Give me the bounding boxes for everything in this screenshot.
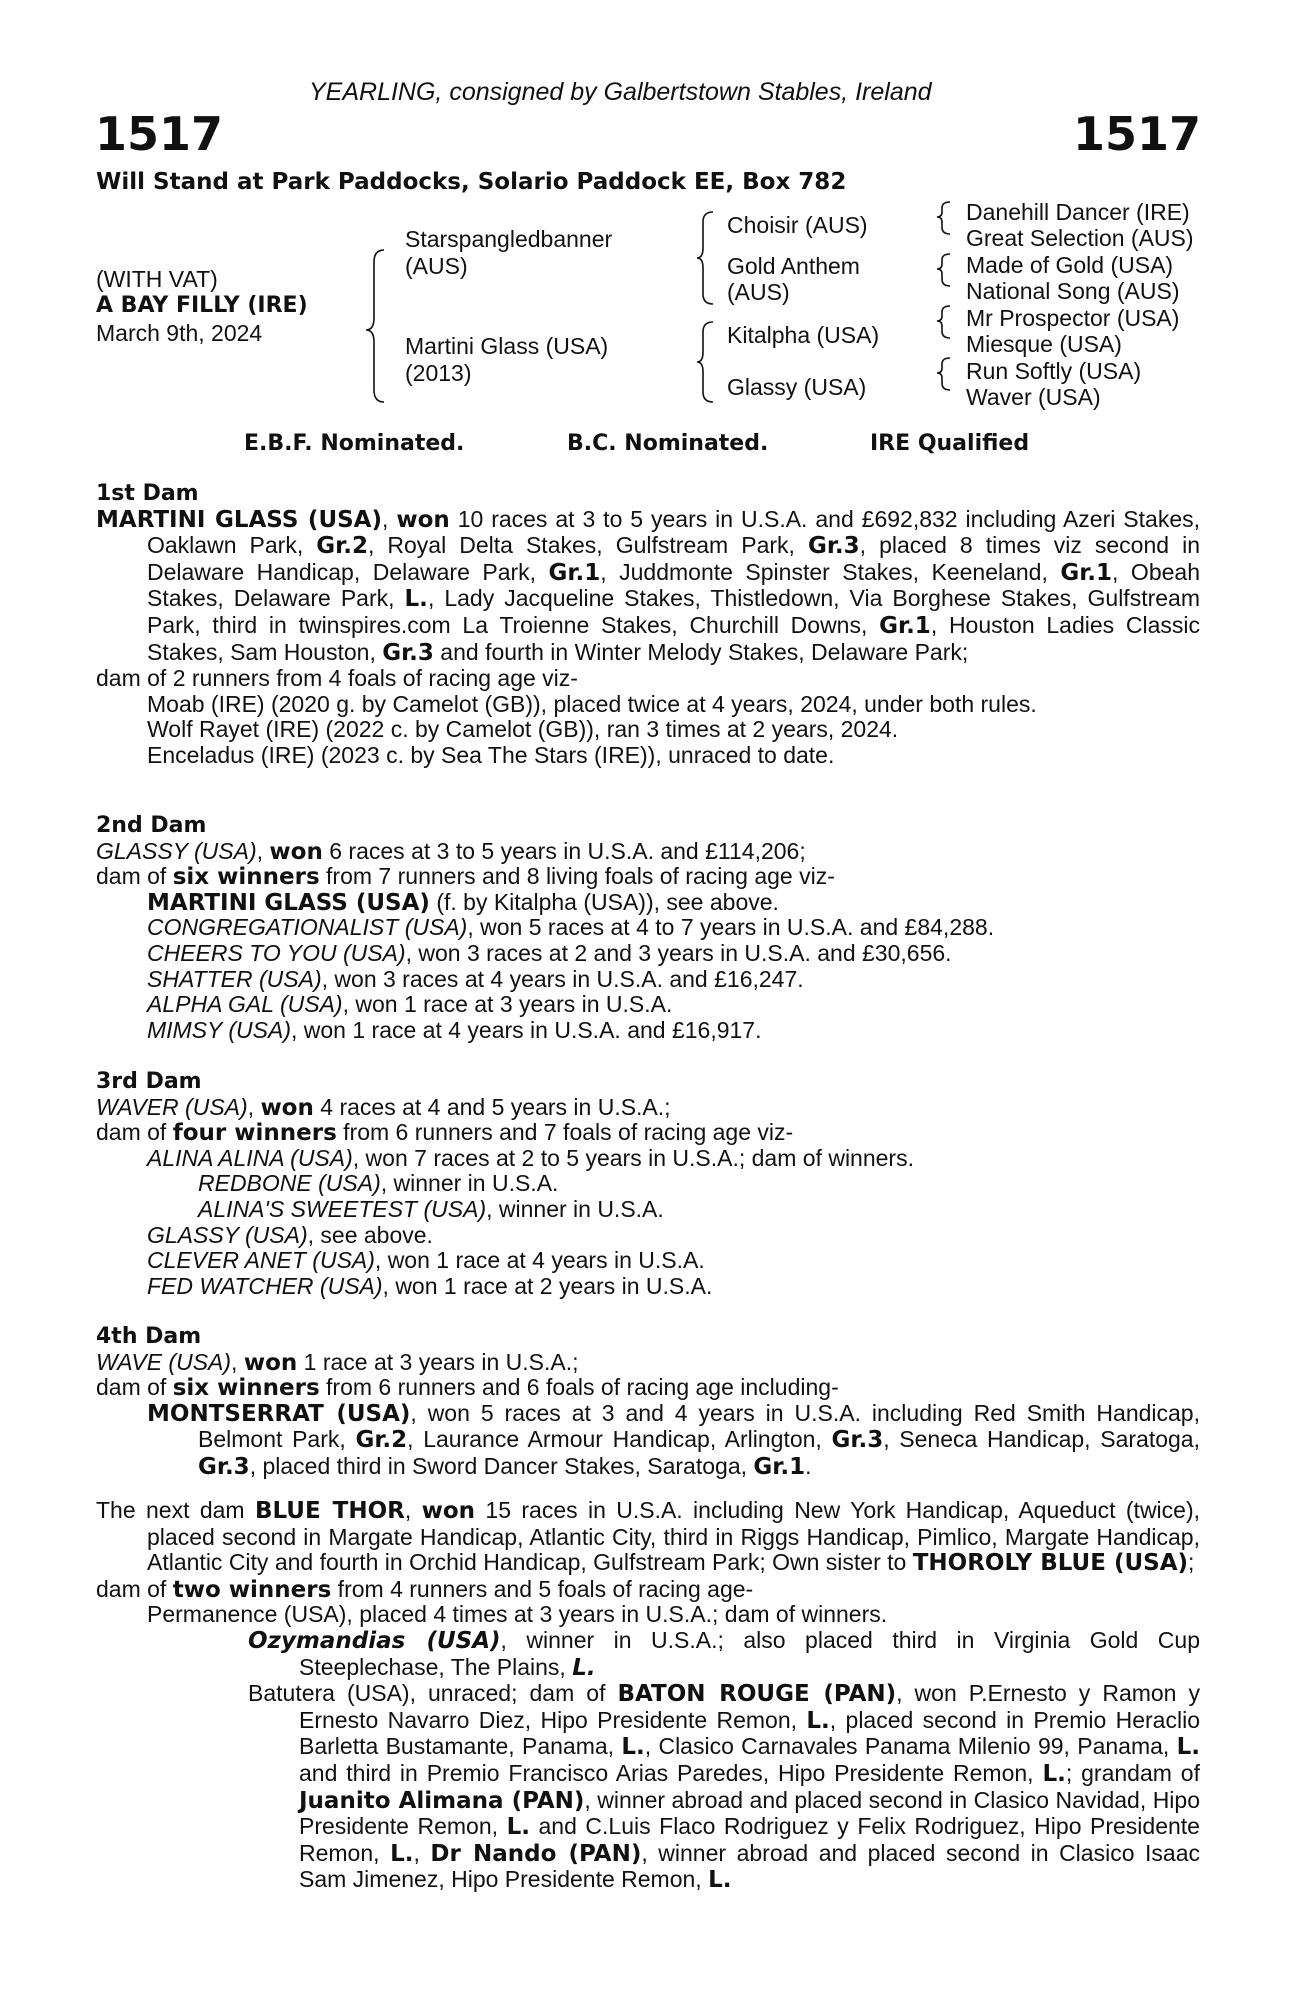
fourth-dam-section <box>96 1324 1200 1481</box>
dam-dam: Glassy (USA) <box>727 374 867 400</box>
next-dam-progeny-1: Permanence (USA), placed 4 times at 3 years in U.S.A.; dam of winners. <box>147 1601 888 1628</box>
ebf-nominated: E.B.F. Nominated. <box>244 431 465 456</box>
first-dam-dam-of: dam of 2 runners from 4 foals of racing age viz- <box>96 665 578 692</box>
brace-sire <box>697 212 713 304</box>
ire-qualified: IRE Qualified <box>870 431 1030 456</box>
next-dam-progeny-2: Batutera (USA), unraced; dam of BATON ROUGE (PAN), won P.Ernesto y Ramon y Ernesto Navarro Diez, Hipo Presidente Remon, L., placed second in Premio Heraclio Barletta Bustamante, Panama, L., Clasico Carnavales Panama Milenio 99, Panama, L. and third in Premio Francisco Arias Paredes, Hipo Presidente Remon, L.; grandam of Juanito Alimana (PAN), winner abroad and placed second in Clasico Navidad, Hipo Presidente Remon, L. and C.Luis Flaco Rodriguez y Felix Rodriguez, Hipo Presidente Remon, L., Dr Nando (PAN), winner abroad and placed second in Clasico Isaac Sam Jimenez, Hipo Presidente Remon, L. <box>248 1680 1200 1894</box>
third-dam-record: WAVER (USA), won 4 races at 4 and 5 years in U.S.A.; <box>96 1093 671 1121</box>
fourth-dam-dam-of: dam of six winners from 6 runners and 6 foals of racing age including- <box>96 1374 839 1402</box>
sire-dam-line1: Gold Anthem <box>727 253 860 279</box>
lot-number-right: 1517 <box>1072 107 1201 161</box>
third-dam-dam-of: dam of four winners from 6 runners and 7 foals of racing age viz- <box>96 1119 794 1147</box>
dam-sire: Kitalpha (USA) <box>727 322 880 348</box>
third-dam-progeny-1: ALINA ALINA (USA), won 7 races at 2 to 5 years in U.S.A.; dam of winners. <box>147 1144 914 1171</box>
stand-location: Will Stand at Park Paddocks, Solario Paddock EE, Box 782 <box>96 169 847 195</box>
next-dam-grandprogeny-1: Ozymandias (USA), winner in U.S.A.; also placed third in Virginia Gold Cup Steeplechase, The Plains, L. <box>248 1626 1200 1681</box>
first-dam-progeny-3: Enceladus (IRE) (2023 c. by Sea The Stars (IRE)), unraced to date. <box>147 741 835 768</box>
first-dam-record: MARTINI GLASS (USA), won 10 races at 3 to 5 years in U.S.A. and £692,832 including Azeri Stakes, Oaklawn Park, Gr.2, Royal Delta Stakes, Gulfstream Park, Gr.3, placed 8 times viz second in Delaware Handicap, Delaware Park, Gr.1, Juddmonte Spinster Stakes, Keeneland, Gr.1, Obeah Stakes, Delaware Park, L., Lady Jacqueline Stakes, Thistledown, Via Borghese Stakes, Gulfstream Park, third in twinspires.com La Troienne Stakes, Churchill Downs, Gr.1, Houston Ladies Classic Stakes, Sam Houston, Gr.3 and fourth in Winter Melody Stakes, Delaware Park; <box>96 505 1201 666</box>
next-dam-section <box>96 1498 1200 1894</box>
gg-2: Great Selection (AUS) <box>966 225 1194 251</box>
dam-year: (2013) <box>405 360 472 386</box>
second-dam-progeny-1: MARTINI GLASS (USA) (f. by Kitalpha (USA)), see above. <box>147 888 779 916</box>
horse-name: A BAY FILLY (IRE) <box>96 293 308 318</box>
brace-dam <box>697 322 713 402</box>
next-dam-dam-of: dam of two winners from 4 runners and 5 foals of racing age- <box>96 1575 754 1603</box>
second-dam-name: GLASSY (USA) <box>96 837 257 864</box>
first-dam-progeny-1: Moab (IRE) (2020 g. by Camelot (GB)), placed twice at 4 years, 2024, under both rules. <box>147 690 1037 717</box>
second-dam-section <box>96 813 1200 1043</box>
second-dam-progeny-3: CHEERS TO YOU (USA), won 3 races at 2 and 3 years in U.S.A. and £30,656. <box>147 939 952 966</box>
third-dam-progeny-3: CLEVER ANET (USA), won 1 race at 4 years in U.S.A. <box>147 1247 705 1274</box>
third-dam-section <box>96 1069 1200 1299</box>
first-dam-section <box>96 481 1200 769</box>
gg-1: Danehill Dancer (IRE) <box>966 199 1190 225</box>
gg-4: National Song (AUS) <box>966 278 1180 304</box>
fourth-dam-heading: 4th Dam <box>96 1324 202 1349</box>
second-dam-progeny-5: ALPHA GAL (USA), won 1 race at 3 years in U.S.A. <box>147 991 673 1018</box>
brace-g3 <box>937 306 950 338</box>
first-dam-name: MARTINI GLASS (USA) <box>96 506 382 533</box>
brace-subject <box>366 250 384 402</box>
first-dam-progeny-2: Wolf Rayet (IRE) (2022 c. by Camelot (GB)), ran 3 times at 2 years, 2024. <box>147 716 899 743</box>
gg-7: Run Softly (USA) <box>966 358 1142 384</box>
third-dam-progeny-4: FED WATCHER (USA), won 1 race at 2 years in U.S.A. <box>147 1272 713 1299</box>
sire-name: Starspangledbanner <box>405 226 613 252</box>
gg-8: Waver (USA) <box>966 384 1101 410</box>
second-dam-progeny-4: SHATTER (USA), won 3 races at 4 years in U.S.A. and £16,247. <box>147 965 804 992</box>
third-dam-progeny-2: GLASSY (USA), see above. <box>147 1221 433 1248</box>
next-dam-record: The next dam BLUE THOR, won 15 races in U.S.A. including New York Handicap, Aqueduct (twice), placed second in Margate Handicap, Atlantic City, third in Riggs Handicap, Pimlico, Margate Handicap, Atlantic City and fourth in Orchid Handicap, Gulfstream Park; Own sister to THOROLY BLUE (USA); <box>96 1497 1200 1577</box>
third-dam-grandprogeny-1: REDBONE (USA), winner in U.S.A. <box>198 1170 559 1197</box>
fourth-dam-progeny-1: MONTSERRAT (USA), won 5 races at 3 and 4 years in U.S.A. including Red Smith Handicap, Belmont Park, Gr.2, Laurance Armour Handicap, Arlington, Gr.3, Seneca Handicap, Saratoga, Gr.3, placed third in Sword Dancer Stakes, Saratoga, Gr.1. <box>147 1399 1200 1480</box>
fourth-dam-record: WAVE (USA), won 1 race at 3 years in U.S.A.; <box>96 1348 579 1376</box>
second-dam-dam-of: dam of six winners from 7 runners and 8 living foals of racing age viz- <box>96 863 835 891</box>
consignor-line: YEARLING, consigned by Galbertstown Stables, Ireland <box>309 78 932 106</box>
brace-g2 <box>937 254 950 286</box>
lot-number-left: 1517 <box>95 107 224 161</box>
first-dam-won: won <box>396 506 450 533</box>
gg-6: Miesque (USA) <box>966 331 1122 357</box>
vat-note: (WITH VAT) <box>96 266 218 292</box>
third-dam-grandprogeny-2: ALINA'S SWEETEST (USA), winner in U.S.A. <box>198 1195 664 1222</box>
bc-nominated: B.C. Nominated. <box>567 431 769 456</box>
sire-dam-line2: (AUS) <box>727 279 790 305</box>
gg-5: Mr Prospector (USA) <box>966 305 1180 331</box>
second-dam-heading: 2nd Dam <box>96 813 207 838</box>
next-dam-name: BLUE THOR <box>254 1498 405 1524</box>
gg-3: Made of Gold (USA) <box>966 252 1174 278</box>
first-dam-heading: 1st Dam <box>96 481 199 506</box>
second-dam-progeny-2: CONGREGATIONALIST (USA), won 5 races at 4 to 7 years in U.S.A. and £84,288. <box>147 914 995 941</box>
brace-g1 <box>937 202 950 234</box>
second-dam-record: GLASSY (USA), won 6 races at 3 to 5 years in U.S.A. and £114,206; <box>96 837 806 865</box>
second-dam-progeny-6: MIMSY (USA), won 1 race at 4 years in U.S.A. and £16,917. <box>147 1016 762 1043</box>
sire-sire: Choisir (AUS) <box>727 212 868 238</box>
brace-g4 <box>937 358 950 390</box>
sire-country: (AUS) <box>405 253 468 279</box>
dam-name: Martini Glass (USA) <box>405 333 609 359</box>
foaling-date: March 9th, 2024 <box>96 320 263 346</box>
third-dam-heading: 3rd Dam <box>96 1069 202 1094</box>
